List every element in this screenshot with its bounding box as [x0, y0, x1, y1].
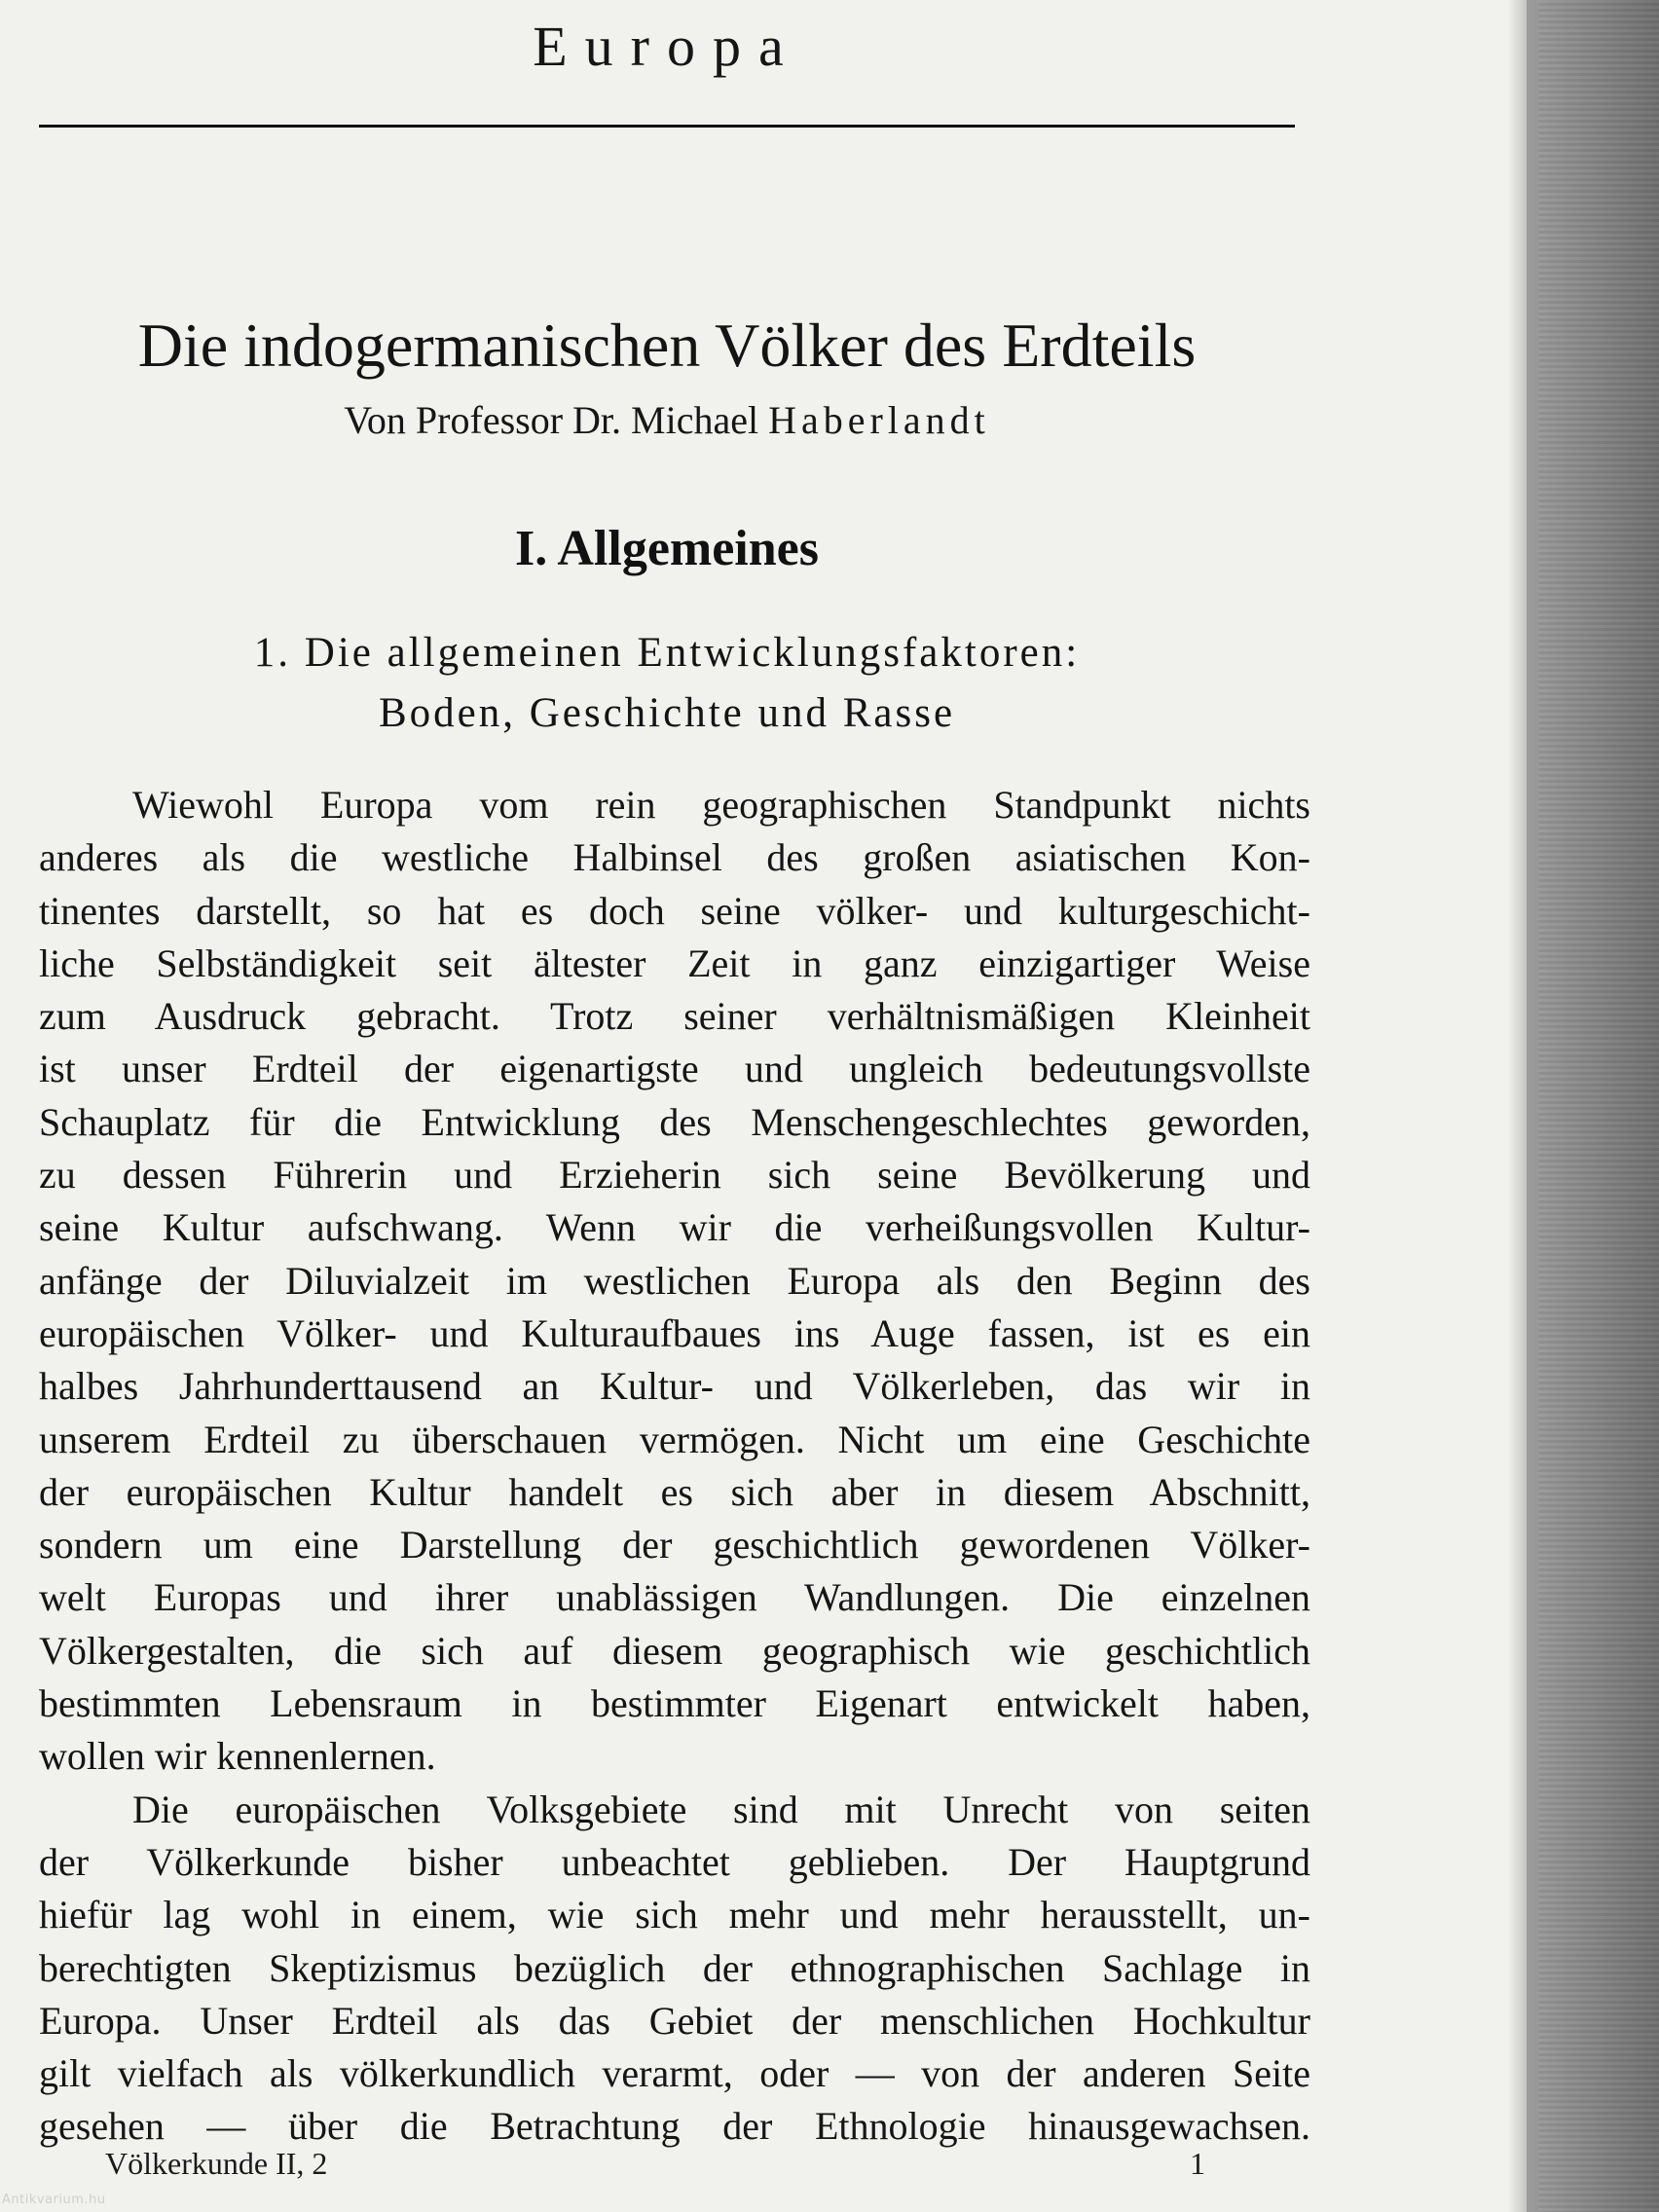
byline-author-surname: Haberlandt: [768, 398, 990, 442]
page-number: 1: [1190, 2146, 1205, 2181]
body-line: ist unser Erdteil der eigenartigste und ungleich bedeutungsvollste: [39, 1047, 1310, 1091]
article-title: Die indogermanischen Völker des Erdteils: [137, 311, 1197, 380]
subsection-line-2: Boden, Geschichte und Rasse: [378, 690, 956, 736]
body-line: anfänge der Diluvialzeit im westlichen Europa als den Beginn des: [39, 1258, 1310, 1303]
footer-signature: Völkerkunde II, 2: [105, 2146, 328, 2181]
body-line: europäischen Völker- und Kulturaufbaues ins Auge fassen, ist es ein: [39, 1310, 1310, 1355]
subsection-line-1: 1. Die allgemeinen Entwicklungsfaktoren:: [253, 630, 1081, 676]
page-edge-shadow: [1507, 0, 1527, 2212]
body-line: berechtigten Skeptizismus bezüglich der ethnographischen Sachlage in: [39, 1945, 1310, 1990]
body-line: zum Ausdruck gebracht. Trotz seiner verhältnismäßigen Kleinheit: [39, 994, 1310, 1039]
body-line: anderes als die westliche Halbinsel des großen asiatischen Kon-: [39, 835, 1310, 880]
body-line: unserem Erdteil zu überschauen vermögen. Nicht um eine Geschichte: [39, 1417, 1310, 1461]
body-line: seine Kultur aufschwang. Wenn wir die verheißungsvollen Kultur-: [39, 1205, 1310, 1250]
body-line: Wiewohl Europa vom rein geographischen Standpunkt nichts: [132, 783, 1310, 827]
body-line: Schauplatz für die Entwicklung des Menschengeschlechtes geworden,: [39, 1099, 1310, 1144]
body-line: bestimmten Lebensraum in bestimmter Eigenart entwickelt haben,: [39, 1681, 1310, 1726]
body-line: liche Selbständigkeit seit ältester Zeit in ganz einzigartiger Weise: [39, 940, 1310, 985]
body-line: wollen wir kennenlernen.: [39, 1734, 436, 1779]
body-line: sondern um eine Darstellung der geschichtlich gewordenen Völker-: [39, 1523, 1310, 1567]
body-line: zu dessen Führerin und Erzieherin sich seine Bevölkerung und: [39, 1153, 1310, 1198]
background-texture: [1538, 0, 1659, 2212]
body-line: tinentes darstellt, so hat es doch seine völker- und kulturgeschicht-: [39, 888, 1310, 933]
body-line: hiefür lag wohl in einem, wie sich mehr und mehr herausstellt, un-: [39, 1893, 1310, 1937]
header-rule: [39, 125, 1295, 128]
body-line: welt Europas und ihrer unablässigen Wandlungen. Die einzelnen: [39, 1575, 1310, 1620]
body-line: gilt vielfach als völkerkundlich verarmt, oder — von der anderen Seite: [39, 2051, 1310, 2096]
body-text: [39, 779, 1310, 2154]
body-line: Europa. Unser Erdteil als das Gebiet der menschlichen Hochkultur: [39, 1998, 1310, 2043]
body-line: Völkergestalten, die sich auf diesem geographisch wie geschichtlich: [39, 1628, 1310, 1673]
body-line: der Völkerkunde bisher unbeachtet geblieben. Der Hauptgrund: [39, 1839, 1310, 1884]
running-head: Europa: [533, 15, 801, 78]
section-title: I. Allgemeines: [515, 521, 819, 576]
watermark: Antikvarium.hu: [2, 2193, 106, 2207]
body-line: Die europäischen Volksgebiete sind mit Unrecht von seiten: [132, 1787, 1310, 1831]
body-line: gesehen — über die Betrachtung der Ethnologie hinausgewachsen.: [39, 2104, 1310, 2149]
body-line: halbes Jahrhunderttausend an Kultur- und Völkerleben, das wir in: [39, 1364, 1310, 1409]
byline-prefix: Von Professor Dr. Michael: [344, 398, 769, 442]
body-line: der europäischen Kultur handelt es sich aber in diesem Abschnitt,: [39, 1469, 1310, 1514]
subsection-heading: [58, 623, 1275, 744]
byline: [58, 397, 1275, 443]
